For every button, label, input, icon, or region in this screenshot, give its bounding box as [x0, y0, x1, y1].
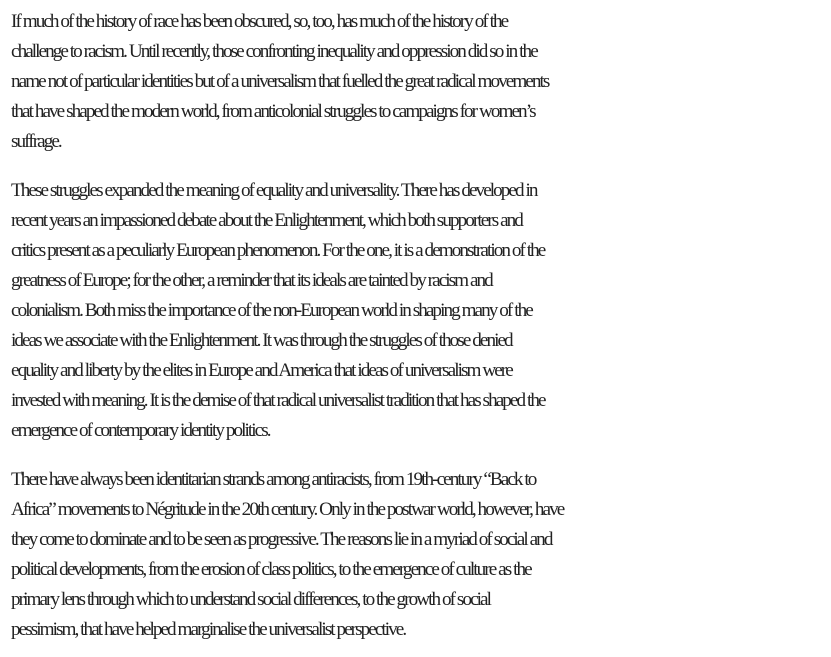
paragraph-2 [11, 176, 831, 446]
text-line: they come to dominate and to be seen as progressive. The reasons lie in a myriad of social and [11, 529, 552, 550]
text-line: Africa” movements to Négritude in the 20th century. Only in the postwar world, however, have [11, 499, 564, 520]
text-line: challenge to racism. Until recently, those confronting inequality and oppression did so in the [11, 41, 537, 62]
paragraph-1 [11, 7, 831, 157]
text-line: pessimism, that have helped marginalise the universalist perspective. [11, 619, 406, 640]
text-line: greatness of Europe; for the other, a reminder that its ideals are tainted by racism and [11, 270, 492, 291]
text-line: These struggles expanded the meaning of equality and universality. There has developed in [11, 180, 537, 201]
text-line: name not of particular identities but of a universalism that fuelled the great radical movements [11, 71, 549, 92]
paragraph-3 [11, 465, 831, 645]
text-line: equality and liberty by the elites in Europe and America that ideas of universalism were [11, 360, 512, 381]
text-line: suffrage. [11, 131, 61, 152]
text-line: critics present as a peculiarly European phenomenon. For the one, it is a demonstration of the [11, 240, 545, 261]
text-line: political developments, from the erosion of class politics, to the emergence of culture as the [11, 559, 531, 580]
text-line: primary lens through which to understand social differences, to the growth of social [11, 589, 490, 610]
text-line: invested with meaning. It is the demise of that radical universalist tradition that has shaped the [11, 390, 545, 411]
text-line: emergence of contemporary identity politics. [11, 420, 270, 441]
text-line: There have always been identitarian strands among antiracists, from 19th-century “Back to [11, 469, 536, 490]
text-line: ideas we associate with the Enlightenment. It was through the struggles of those denied [11, 330, 512, 351]
text-line: colonialism. Both miss the importance of the non-European world in shaping many of the [11, 300, 532, 321]
text-line: recent years an impassioned debate about the Enlightenment, which both supporters and [11, 210, 522, 231]
text-line: If much of the history of race has been obscured, so, too, has much of the history of the [11, 11, 508, 32]
text-line: that have shaped the modern world, from anticolonial struggles to campaigns for women’s [11, 101, 535, 122]
